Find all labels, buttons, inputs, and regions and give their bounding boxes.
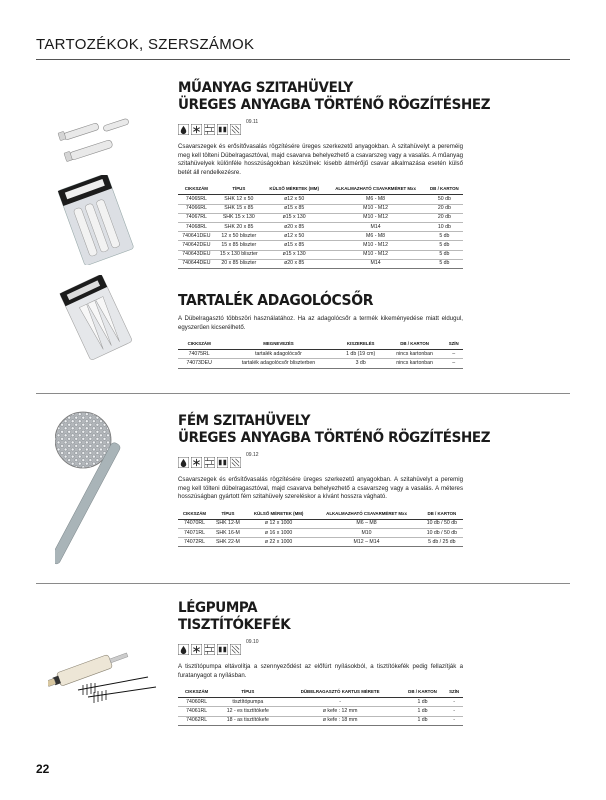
table-cell: 5 db bbox=[426, 250, 463, 259]
snowflake-icon bbox=[191, 124, 202, 135]
table-cell: 15 x 85 bliszter bbox=[215, 241, 263, 250]
table-cell: ø12 x 50 bbox=[263, 195, 325, 204]
table-cell: 5 db bbox=[426, 259, 463, 268]
column-header: DB / KARTON bbox=[400, 687, 445, 698]
table-row bbox=[178, 213, 463, 222]
table-cell: ø kefe : 12 mm bbox=[280, 707, 399, 716]
table-cell: 74073DEU bbox=[178, 359, 220, 368]
usage-icons bbox=[178, 639, 463, 655]
table-cell: 74075RL bbox=[178, 350, 220, 359]
nozzle-blister-image bbox=[55, 275, 140, 360]
table-cell: ø 12 x 1000 bbox=[245, 519, 312, 528]
hollow-block-icon bbox=[217, 644, 228, 655]
brick-wall-icon bbox=[204, 124, 215, 135]
table-cell: SHK 15 x 130 bbox=[215, 213, 263, 222]
section-title-line-1: FÉM SZITAHÜVELY bbox=[178, 413, 311, 429]
column-header: TÍPUS bbox=[211, 509, 245, 520]
column-header: CIKKSZÁM bbox=[178, 687, 215, 698]
table-cell: 3 db bbox=[337, 359, 385, 368]
water-drop-icon bbox=[178, 124, 189, 135]
table-cell: 12 - es tisztítókefe bbox=[215, 707, 280, 716]
table-cell: M10 - M12 bbox=[325, 204, 425, 213]
table-cell: 10 db / 50 db bbox=[421, 528, 463, 537]
table-cell: M10 - M12 bbox=[325, 250, 425, 259]
table-row bbox=[178, 538, 463, 547]
table-cell: 74067RL bbox=[178, 213, 215, 222]
panel-board-icon bbox=[230, 457, 241, 468]
table-cell: ø20 x 85 bbox=[263, 222, 325, 231]
column-header: CIKKSZÁM bbox=[178, 509, 211, 520]
blister-pack-image bbox=[50, 175, 140, 265]
product-code: 09.12 bbox=[246, 452, 259, 458]
table-cell: SHK 22-M bbox=[211, 538, 245, 547]
table-cell: tartalék adagolócsőr bliszterben bbox=[220, 359, 336, 368]
table-cell: - bbox=[280, 698, 399, 707]
water-drop-icon bbox=[178, 457, 189, 468]
metal-sleeve-image bbox=[55, 400, 155, 570]
table-row bbox=[178, 519, 463, 528]
table-cell: 50 db bbox=[426, 195, 463, 204]
table-cell: 74060RL bbox=[178, 698, 215, 707]
table-cell: 74066RL bbox=[178, 204, 215, 213]
table-cell: 18 - as tisztítókefe bbox=[215, 716, 280, 725]
table-row bbox=[178, 707, 463, 716]
table-cell: 74061RL bbox=[178, 707, 215, 716]
section-title-line-1: LÉGPUMPA bbox=[178, 600, 258, 616]
section-metal-sleeve bbox=[178, 413, 491, 547]
brick-wall-icon bbox=[204, 644, 215, 655]
table-cell: M12 – M14 bbox=[312, 538, 420, 547]
page-header-title: TARTOZÉKOK, SZERSZÁMOK bbox=[36, 36, 255, 53]
section-title-line-2: ÜREGES ANYAGBA TÖRTÉNŐ RÖGZÍTÉSHEZ bbox=[178, 430, 491, 446]
table-cell: ø15 x 130 bbox=[263, 213, 325, 222]
column-header: KÜLSŐ MÉRETEK (MM) bbox=[263, 184, 325, 195]
table-cell: tartalék adagolócsőr bbox=[220, 350, 336, 359]
table-cell: – bbox=[444, 359, 463, 368]
table-cell: M10 - M12 bbox=[325, 213, 425, 222]
table-cell: 20 db bbox=[426, 204, 463, 213]
table-cell: 5 db bbox=[426, 232, 463, 241]
table-cell: ø15 x 130 bbox=[263, 250, 325, 259]
section-description: Csavarszegek és erősítővasalás rögzítésére üreges szerkezetű anyagokban. A szitahüvelyt a pereméig meg kell tölteni Dübelragasztóval, majd csavarva behelyezhető a csavarszeg vagy a vasalás. A műanyag szitahüvelyek különféle hosszúságokban készülnek: kisebb átmérőjű csavar alkalmazása esetén külső betét áll rendelkezésre. bbox=[178, 143, 463, 176]
table-row bbox=[178, 350, 463, 359]
column-header: DB / KARTON bbox=[385, 339, 445, 350]
table-cell: 1 db (19 cm) bbox=[337, 350, 385, 359]
table-cell: 74072RL bbox=[178, 538, 211, 547]
column-header: CIKKSZÁM bbox=[178, 339, 220, 350]
table-cell: - bbox=[445, 698, 463, 707]
section-divider bbox=[36, 583, 570, 584]
table-cell: 740641DEU bbox=[178, 232, 215, 241]
table-row bbox=[178, 259, 463, 268]
usage-icons bbox=[178, 119, 463, 135]
table-cell: SHK 15 x 85 bbox=[215, 204, 263, 213]
column-header: DÜBELRAGASZTÓ KARTUS MÉRETE bbox=[280, 687, 399, 698]
table-row bbox=[178, 250, 463, 259]
column-header: ALKALMAZHATÓ CSAVARMÉRET Mxx bbox=[312, 509, 420, 520]
brick-wall-icon bbox=[204, 457, 215, 468]
table-cell: ø12 x 50 bbox=[263, 232, 325, 241]
section-title-line-2: TISZTÍTÓKEFÉK bbox=[178, 617, 291, 633]
table-cell: 1 db bbox=[400, 698, 445, 707]
table-row bbox=[178, 241, 463, 250]
column-header: SZÍN bbox=[444, 339, 463, 350]
column-header: TÍPUS bbox=[215, 687, 280, 698]
table-cell: 740643DEU bbox=[178, 250, 215, 259]
section-title-line-1: MŰANYAG SZITAHÜVELY bbox=[178, 80, 353, 96]
table-cell: - bbox=[445, 707, 463, 716]
table-cell: 74070RL bbox=[178, 519, 211, 528]
column-header: ALKALMAZHATÓ CSAVARMÉRET Mxx bbox=[325, 184, 425, 195]
spec-table bbox=[178, 687, 463, 726]
table-cell: M10 bbox=[312, 528, 420, 537]
section-nozzle bbox=[178, 292, 463, 369]
table-cell: – bbox=[444, 350, 463, 359]
section-description: A Dübelragasztó többszöri használatához. Ha az adagolócsőr a termék kikeményedése miatt eldugul, egyszerűen kicserélhető. bbox=[178, 315, 463, 331]
table-cell: 1 db bbox=[400, 707, 445, 716]
water-drop-icon bbox=[178, 644, 189, 655]
table-row bbox=[178, 359, 463, 368]
table-cell: 20 x 85 bliszter bbox=[215, 259, 263, 268]
table-cell: nincs kartonban bbox=[385, 350, 445, 359]
table-cell: SHK 20 x 85 bbox=[215, 222, 263, 231]
usage-icons bbox=[178, 452, 463, 468]
table-cell: M10 - M12 bbox=[325, 241, 425, 250]
table-cell: 74065RL bbox=[178, 195, 215, 204]
section-air-pump bbox=[178, 600, 463, 726]
column-header: TÍPUS bbox=[215, 184, 263, 195]
section-divider bbox=[36, 393, 570, 394]
table-row bbox=[178, 716, 463, 725]
table-cell: 1 db bbox=[400, 716, 445, 725]
product-code: 09.11 bbox=[246, 119, 259, 125]
table-cell: nincs kartonban bbox=[385, 359, 445, 368]
snowflake-icon bbox=[191, 457, 202, 468]
table-cell: M6 - M8 bbox=[325, 195, 425, 204]
hollow-block-icon bbox=[217, 124, 228, 135]
table-cell: 74062RL bbox=[178, 716, 215, 725]
table-cell: M6 – M8 bbox=[312, 519, 420, 528]
table-cell: - bbox=[445, 716, 463, 725]
table-cell: ø 22 x 1000 bbox=[245, 538, 312, 547]
hollow-block-icon bbox=[217, 457, 228, 468]
table-cell: 10 db bbox=[426, 222, 463, 231]
table-cell: 20 db bbox=[426, 213, 463, 222]
table-cell: SHK 12-M bbox=[211, 519, 245, 528]
snowflake-icon bbox=[191, 644, 202, 655]
table-cell: 740644DEU bbox=[178, 259, 215, 268]
spec-table bbox=[178, 339, 463, 368]
header-rule bbox=[36, 59, 570, 60]
table-cell: SHK 16-M bbox=[211, 528, 245, 537]
column-header: CIKKSZÁM bbox=[178, 184, 215, 195]
table-cell: 12 x 50 bliszter bbox=[215, 232, 263, 241]
table-cell: ø15 x 85 bbox=[263, 241, 325, 250]
table-cell: ø kefe : 18 mm bbox=[280, 716, 399, 725]
table-cell: ø20 x 85 bbox=[263, 259, 325, 268]
section-description: Csavarszegek és erősítővasalás rögzítésére üreges szerkezetű anyagokban. A szitahüvelyt a peremig meg kell tölteni dübelragasztóval, majd csavarva behelyezhető a csavarszeg vagy a vasalás. A méteres hosszúságban gyártott fém szitahüvely szereléskor a kívánt hosszra vágható. bbox=[178, 476, 463, 501]
table-row bbox=[178, 222, 463, 231]
column-header: DB / KARTON bbox=[421, 509, 463, 520]
table-cell: 5 db / 25 db bbox=[421, 538, 463, 547]
product-code: 09.10 bbox=[246, 639, 259, 645]
table-cell: 5 db bbox=[426, 241, 463, 250]
table-row bbox=[178, 698, 463, 707]
table-cell: M14 bbox=[325, 222, 425, 231]
table-cell: M14 bbox=[325, 259, 425, 268]
table-cell: 74068RL bbox=[178, 222, 215, 231]
table-cell: 74071RL bbox=[178, 528, 211, 537]
column-header: SZÍN bbox=[445, 687, 463, 698]
panel-board-icon bbox=[230, 124, 241, 135]
column-header: KISZERELÉS bbox=[337, 339, 385, 350]
table-cell: 15 x 130 bliszter bbox=[215, 250, 263, 259]
table-cell: ø15 x 85 bbox=[263, 204, 325, 213]
table-row bbox=[178, 195, 463, 204]
table-cell: 10 db / 50 db bbox=[421, 519, 463, 528]
table-cell: M6 - M8 bbox=[325, 232, 425, 241]
table-cell: 740642DEU bbox=[178, 241, 215, 250]
section-title-line-1: TARTALÉK ADAGOLÓCSŐR bbox=[178, 291, 374, 309]
spec-table bbox=[178, 184, 463, 269]
column-header: DB / KARTON bbox=[426, 184, 463, 195]
section-description: A tisztítópumpa eltávolítja a szennyeződést az előfúrt nyílásokból, a tisztítókefék pedig fellazítják a furatanyagot a nyílásban. bbox=[178, 663, 463, 679]
panel-board-icon bbox=[230, 644, 241, 655]
table-cell: tisztítópumpa bbox=[215, 698, 280, 707]
plastic-sleeve-image bbox=[55, 110, 135, 170]
section-plastic-sleeve bbox=[178, 80, 491, 269]
column-header: MEGNEVEZÉS bbox=[220, 339, 336, 350]
table-cell: ø 16 x 1000 bbox=[245, 528, 312, 537]
column-header: KÜLSŐ MÉRETEK (MM) bbox=[245, 509, 312, 520]
spec-table bbox=[178, 509, 463, 548]
table-row bbox=[178, 528, 463, 537]
table-row bbox=[178, 232, 463, 241]
section-title-line-2: ÜREGES ANYAGBA TÖRTÉNŐ RÖGZÍTÉSHEZ bbox=[178, 97, 491, 113]
page-number: 22 bbox=[36, 762, 50, 776]
air-pump-brushes-image bbox=[48, 635, 158, 705]
table-cell: SHK 12 x 50 bbox=[215, 195, 263, 204]
table-row bbox=[178, 204, 463, 213]
